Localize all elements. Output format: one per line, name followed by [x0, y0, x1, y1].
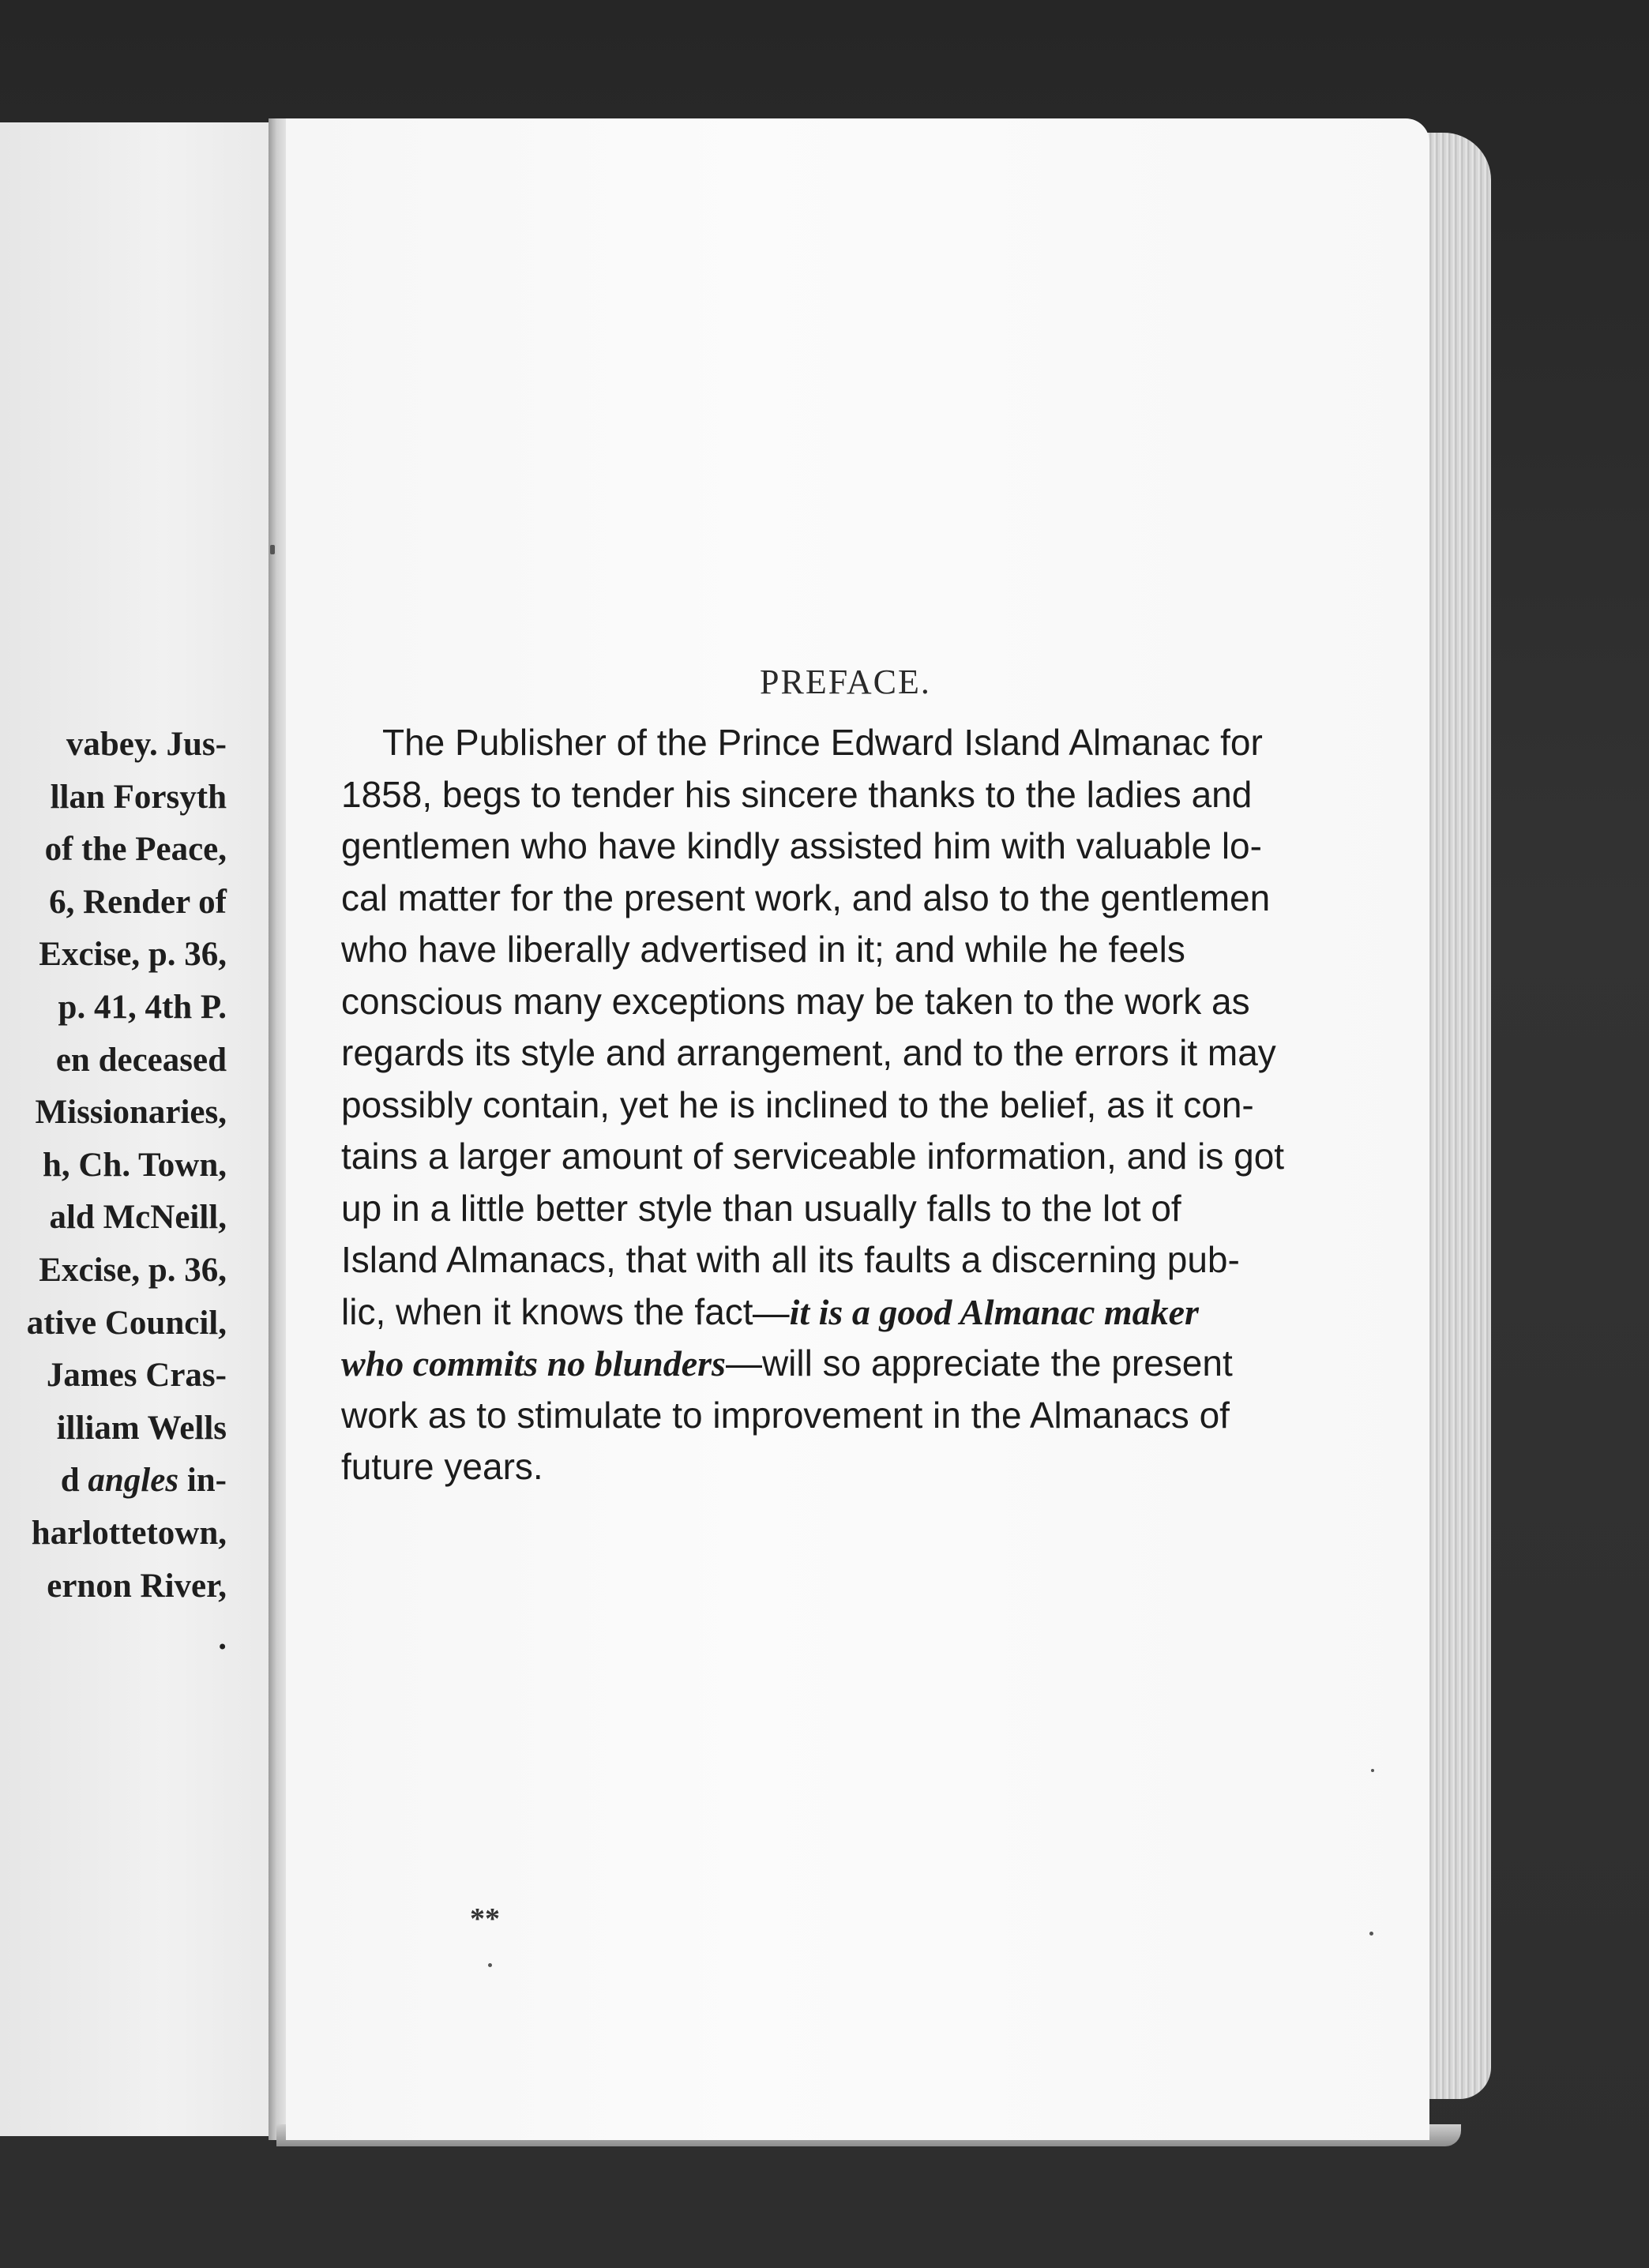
- left-line: .: [218, 1620, 227, 1658]
- preface-line: regards its style and arrangement, and to the errors it may: [341, 1032, 1276, 1073]
- preface-line: [341, 1338, 1384, 1390]
- left-line: harlottetown,: [31, 1514, 227, 1552]
- left-line: llan Forsyth: [50, 778, 227, 816]
- preface-line: [341, 1286, 1384, 1339]
- preface-line: who have liberally advertised in it; and while he feels: [341, 929, 1185, 970]
- speck: [270, 545, 275, 554]
- left-line: [0, 1455, 227, 1508]
- preface-line: work as to stimulate to improvement in the Almanacs of: [341, 1394, 1230, 1436]
- left-line: ative Council,: [26, 1304, 227, 1342]
- preface-line: Island Almanacs, that with all its faults a discerning pub-: [341, 1239, 1240, 1280]
- preface-line: gentlemen who have kindly assisted him with valuable lo-: [341, 825, 1262, 866]
- left-line: h, Ch. Town,: [42, 1146, 227, 1184]
- left-line-tail: in-: [178, 1462, 227, 1500]
- preface-body: [341, 717, 1384, 1493]
- speck: [488, 1963, 492, 1967]
- preface-line: future years.: [341, 1446, 543, 1487]
- preface-line: tains a larger amount of serviceable information, and is got: [341, 1136, 1285, 1177]
- left-page-text: [0, 719, 227, 1665]
- speck: [1369, 1932, 1373, 1936]
- left-page: [0, 122, 274, 2136]
- left-line: p. 41, 4th P.: [58, 988, 227, 1026]
- left-line-start: d: [60, 1462, 88, 1500]
- left-line: Excise, p. 36,: [39, 1251, 227, 1289]
- preface-line-start: lic, when it knows the fact: [341, 1290, 753, 1332]
- preface-line: possibly contain, yet he is inclined to the belief, as it con-: [341, 1083, 1254, 1125]
- left-line: 6, Render of: [49, 883, 227, 921]
- left-line: vabey. Jus-: [66, 726, 227, 763]
- printer-mark: **: [470, 1902, 500, 1936]
- left-line: ald McNeill,: [49, 1199, 227, 1237]
- preface-emphasis: who commits no blunders: [341, 1343, 726, 1384]
- preface-emphasis: —it is a good Almanac maker: [753, 1291, 1199, 1332]
- preface-line: The Publisher of the Prince Edward Island Almanac for: [382, 722, 1263, 763]
- left-line: James Cras-: [46, 1357, 227, 1395]
- left-line: en deceased: [55, 1041, 227, 1079]
- preface-line: conscious many exceptions may be taken to the work as: [341, 980, 1250, 1022]
- preface-line: up in a little better style than usually falls to the lot of: [341, 1187, 1181, 1229]
- left-line: ernon River,: [47, 1567, 227, 1605]
- left-line: Missionaries,: [35, 1094, 227, 1132]
- speck: [1371, 1769, 1374, 1772]
- preface-line-tail: —will so appreciate the present: [725, 1342, 1233, 1384]
- left-line: illiam Wells: [56, 1409, 227, 1447]
- left-line-italic: angles: [88, 1462, 179, 1500]
- preface-line: 1858, begs to tender his sincere thanks to the ladies and: [341, 773, 1253, 815]
- preface-title: PREFACE.: [760, 663, 931, 701]
- left-line: Excise, p. 36,: [39, 936, 227, 974]
- preface-line: cal matter for the present work, and also to the gentlemen: [341, 877, 1271, 918]
- left-line: of the Peace,: [44, 831, 227, 869]
